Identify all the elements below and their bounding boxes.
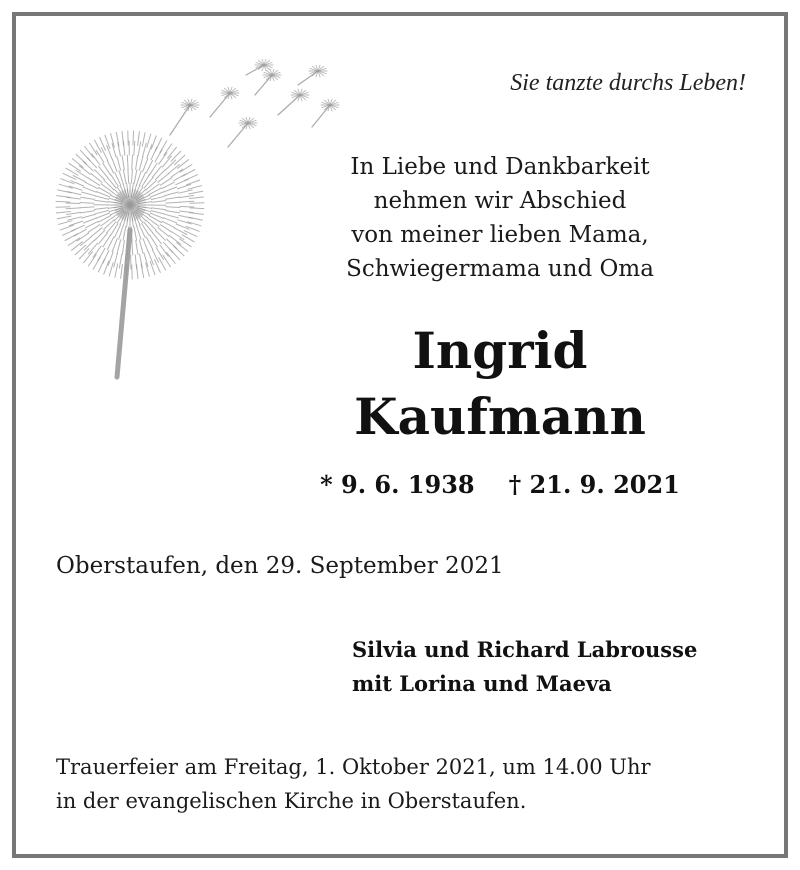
intro-line: Schwiegermama und Oma bbox=[346, 256, 654, 282]
funeral-notice bbox=[56, 750, 651, 818]
intro-line: von meiner lieben Mama, bbox=[351, 222, 649, 248]
mourners bbox=[352, 633, 697, 701]
dandelion-icon bbox=[50, 55, 340, 385]
life-dates bbox=[300, 470, 700, 499]
death-date: † 21. 9. 2021 bbox=[508, 470, 680, 499]
birth-date: * 9. 6. 1938 bbox=[320, 470, 475, 499]
last-name: Kaufmann bbox=[354, 387, 646, 446]
deceased-name bbox=[300, 318, 700, 450]
mourner-line: mit Lorina und Maeva bbox=[352, 671, 612, 696]
funeral-line: Trauerfeier am Freitag, 1. Oktober 2021, um 14.00 Uhr bbox=[56, 755, 651, 779]
intro-text bbox=[300, 150, 700, 286]
place-and-date: Oberstaufen, den 29. September 2021 bbox=[56, 553, 504, 579]
intro-line: In Liebe und Dankbarkeit bbox=[350, 154, 650, 180]
first-name: Ingrid bbox=[412, 321, 588, 380]
intro-line: nehmen wir Abschied bbox=[373, 188, 627, 214]
mourner-line: Silvia und Richard Labrousse bbox=[352, 637, 698, 662]
motto: Sie tanzte durchs Leben! bbox=[510, 70, 746, 96]
funeral-line: in der evangelischen Kirche in Oberstaufen. bbox=[56, 789, 527, 813]
